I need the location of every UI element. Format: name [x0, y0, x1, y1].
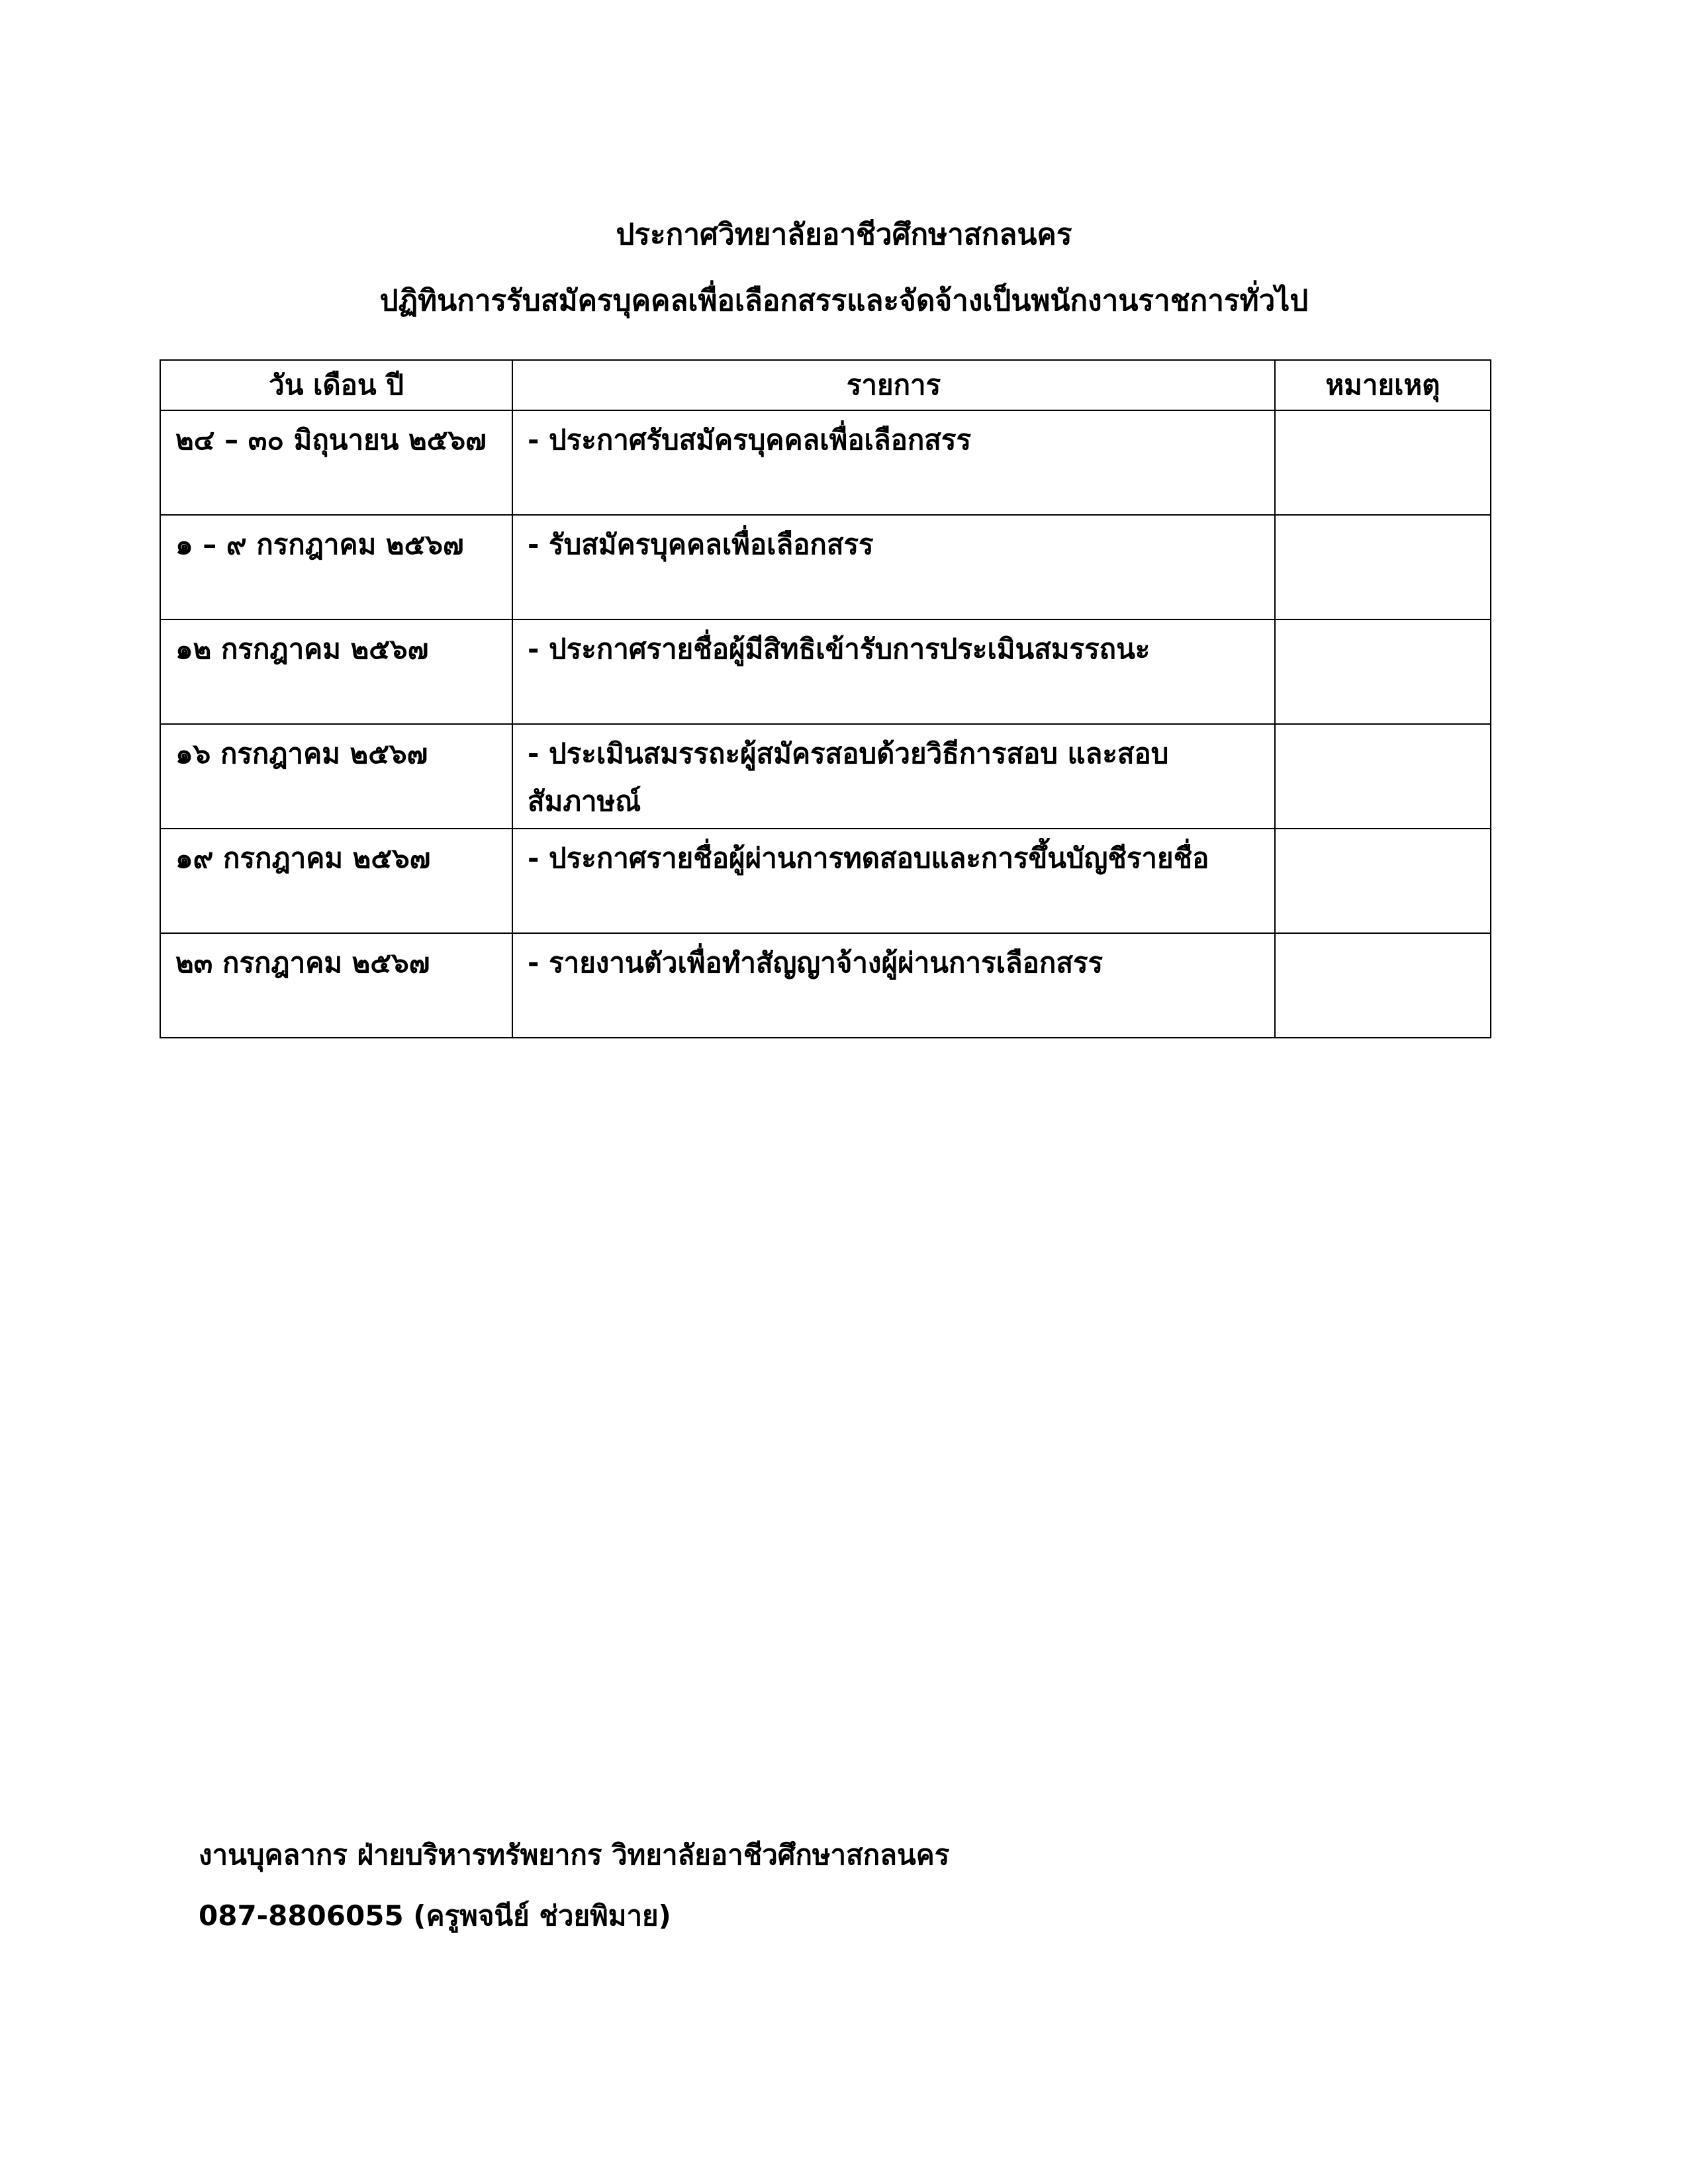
note-cell [1275, 933, 1491, 1038]
table-row [160, 619, 1491, 724]
note-cell [1275, 724, 1491, 829]
item-cell: - รายงานตัวเพื่อทำสัญญาจ้างผู้ผ่านการเลือกสรร [512, 933, 1275, 1038]
date-cell: ๑๙ กรกฎาคม ๒๕๖๗ [160, 829, 512, 933]
date-cell: ๑ – ๙ กรกฎาคม ๒๕๖๗ [160, 515, 512, 619]
contact-footer [199, 1825, 949, 1946]
contact-phone-line: 087-8806055 (ครูพจนีย์ ช่วยพิมาย) [199, 1899, 671, 1932]
column-header-item: รายการ [512, 360, 1275, 410]
item-cell: - รับสมัครบุคคลเพื่อเลือกสรร [512, 515, 1275, 619]
calendar-subtitle: ปฏิทินการรับสมัครบุคคลเพื่อเลือกสรรและจัดจ้างเป็นพนักงานราชการทั่วไป [379, 284, 1309, 318]
item-cell: - ประกาศรายชื่อผู้ผ่านการทดสอบและการขึ้นบัญชีรายชื่อ [512, 829, 1275, 933]
date-cell: ๒๓ กรกฎาคม ๒๕๖๗ [160, 933, 512, 1038]
department-line: งานบุคลากร ฝ่ายบริหารทรัพยากร วิทยาลัยอาชีวศึกษาสกลนคร [199, 1839, 950, 1871]
note-cell [1275, 619, 1491, 724]
column-header-date: วัน เดือน ปี [160, 360, 512, 410]
table-header-row [160, 360, 1491, 410]
date-cell: ๑๒ กรกฎาคม ๒๕๖๗ [160, 619, 512, 724]
date-cell: ๒๔ – ๓๐ มิถุนายน ๒๕๖๗ [160, 410, 512, 515]
table-row [160, 724, 1491, 829]
table-row [160, 410, 1491, 515]
table-row [160, 933, 1491, 1038]
document-header [0, 202, 1688, 334]
date-cell: ๑๖ กรกฎาคม ๒๕๖๗ [160, 724, 512, 829]
announcement-title: ประกาศวิทยาลัยอาชีวศึกษาสกลนคร [616, 218, 1072, 251]
schedule-table [160, 359, 1491, 1038]
item-cell: - ประเมินสมรรถะผู้สมัครสอบด้วยวิธีการสอบ และสอบสัมภาษณ์ [512, 724, 1275, 829]
note-cell [1275, 829, 1491, 933]
column-header-note: หมายเหตุ [1275, 360, 1491, 410]
table-row [160, 515, 1491, 619]
table-row [160, 829, 1491, 933]
item-cell: - ประกาศรับสมัครบุคคลเพื่อเลือกสรร [512, 410, 1275, 515]
note-cell [1275, 515, 1491, 619]
note-cell [1275, 410, 1491, 515]
item-cell: - ประกาศรายชื่อผู้มีสิทธิเข้ารับการประเมินสมรรถนะ [512, 619, 1275, 724]
